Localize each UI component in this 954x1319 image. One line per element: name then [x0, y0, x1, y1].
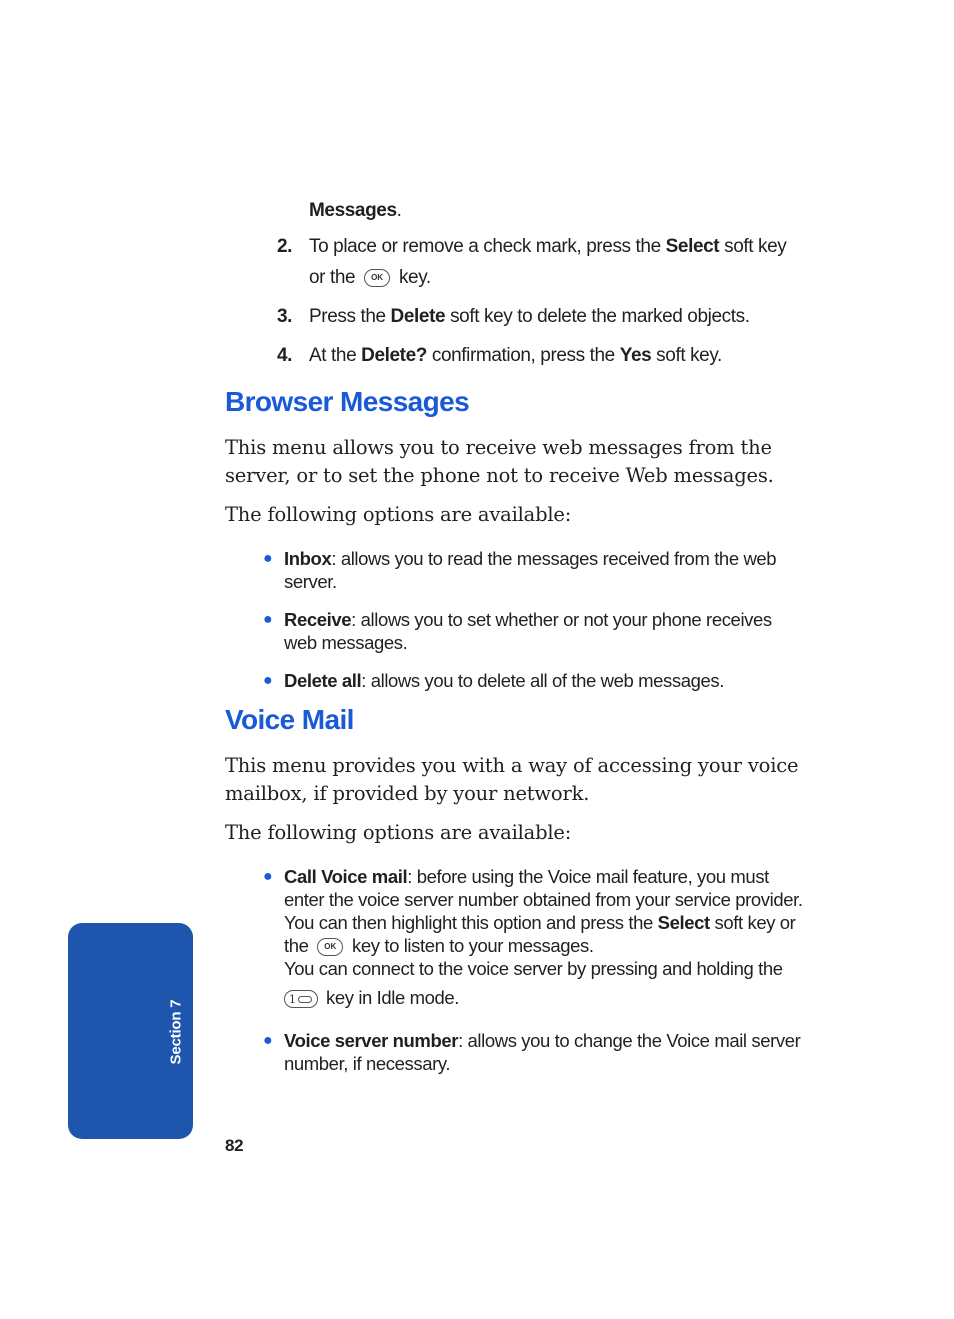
- text-run: key in Idle mode.: [326, 987, 460, 1008]
- bullet-text: [284, 547, 803, 593]
- option-description: : allows you to delete all of the web messages.: [361, 670, 724, 691]
- select-bold: Select: [657, 912, 710, 933]
- option-description: : allows you to change the Voice mail server number, if necessary.: [284, 1030, 801, 1074]
- bullet-icon: ●: [263, 550, 273, 567]
- bullet-receive: [263, 608, 803, 654]
- voice-mail-heading: Voice Mail: [225, 704, 354, 735]
- voice-mail-description: This menu provides you with a way of accessing your voice mailbox, if provided by your network.: [225, 754, 799, 805]
- text-run: key.: [394, 267, 431, 288]
- step-4: [277, 340, 807, 371]
- browser-messages-heading: Browser Messages: [225, 386, 470, 417]
- bullet-text: [284, 669, 803, 692]
- step-2: [277, 231, 807, 293]
- bullet-text: [284, 1029, 803, 1075]
- yes-bold: Yes: [619, 345, 652, 366]
- option-description: : allows you to read the messages received from the web server.: [284, 548, 777, 592]
- bullet-icon: ●: [263, 868, 273, 885]
- key-line: [284, 986, 459, 1009]
- option-name: Call Voice mail: [284, 866, 408, 887]
- step-number: 3.: [277, 306, 293, 327]
- period: .: [396, 200, 402, 221]
- ok-key-icon: OK: [317, 938, 343, 956]
- voice-options-intro: The following options are available:: [225, 821, 572, 844]
- bullet-icon: ●: [263, 1032, 273, 1049]
- messages-bold: Messages: [309, 200, 397, 221]
- page-number: 82: [225, 1136, 244, 1155]
- tape-glyph: [298, 996, 312, 1003]
- key-digit: 1: [289, 993, 296, 1007]
- step-number: 2.: [277, 236, 293, 257]
- option-name: Receive: [284, 609, 352, 630]
- bullet-icon: ●: [263, 611, 273, 628]
- step-3: [277, 301, 807, 332]
- text-run: At the: [309, 345, 362, 366]
- browser-messages-description: This menu allows you to receive web messages from the server, or to set the phone not to receive Web messages.: [225, 436, 774, 487]
- text-run: Press the: [309, 306, 391, 327]
- text-run: confirmation, press the: [426, 345, 620, 366]
- step-text: [309, 231, 807, 293]
- bullet-call-voice-mail: [263, 865, 803, 1009]
- text-run: soft key or the: [284, 912, 796, 956]
- ok-key-icon: OK: [364, 269, 390, 287]
- delete-question-bold: Delete?: [361, 345, 427, 366]
- bullet-voice-server-number: [263, 1029, 803, 1075]
- option-description: : before using the Voice mail feature, you must enter the voice server number obtained from your service provider. You can then highlight this option and press the: [284, 866, 803, 933]
- text-run: soft key or the: [309, 236, 787, 288]
- text-run: key to listen to your messages.: [347, 935, 594, 956]
- text-run: soft key.: [651, 345, 722, 366]
- bullet-text: [284, 865, 803, 1009]
- section-label: Section 7: [167, 999, 185, 1065]
- text-run: soft key to delete the marked objects.: [445, 306, 750, 327]
- step-text: [309, 340, 807, 371]
- step-text: [309, 301, 807, 332]
- step-number: 4.: [277, 345, 293, 366]
- step-1-continuation: [309, 195, 402, 226]
- bullet-icon: ●: [263, 672, 273, 689]
- option-name: Delete all: [284, 670, 362, 691]
- option-name: Voice server number: [284, 1030, 459, 1051]
- option-description: : allows you to set whether or not your phone receives web messages.: [284, 609, 772, 653]
- bullet-text: [284, 608, 803, 654]
- select-bold: Select: [665, 236, 720, 257]
- voicemail-key-1-icon: [284, 990, 318, 1008]
- browser-options-intro: The following options are available:: [225, 503, 572, 526]
- text-run: To place or remove a check mark, press the: [309, 236, 666, 257]
- option-name: Inbox: [284, 548, 332, 569]
- bullet-delete-all: [263, 669, 803, 692]
- text-run: You can connect to the voice server by pressing and holding the: [284, 958, 783, 979]
- delete-bold: Delete: [390, 306, 446, 327]
- bullet-inbox: [263, 547, 803, 593]
